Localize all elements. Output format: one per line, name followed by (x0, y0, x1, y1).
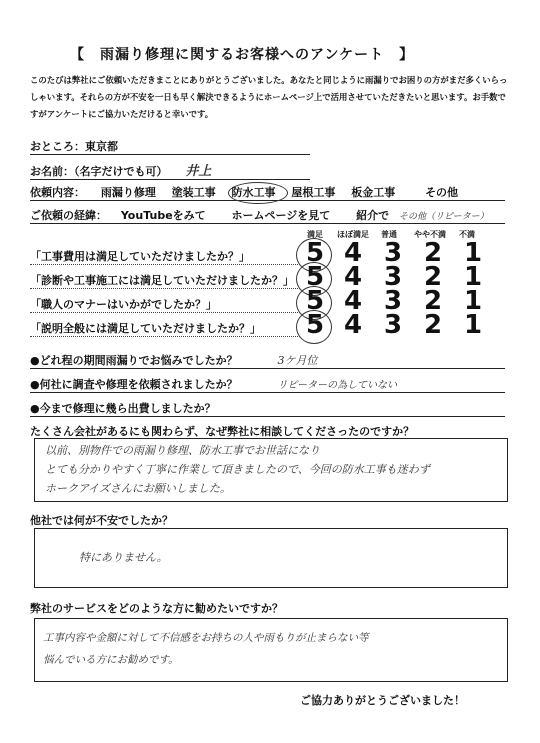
rating-value: 1 (463, 238, 483, 268)
answer-line: ホークアイズさんにお願いしました。 (45, 482, 231, 495)
rating-value: 2 (423, 238, 443, 268)
request-option: その他 (425, 186, 459, 199)
scale-header: ほぼ満足 (337, 230, 369, 239)
request-option: 屋根工事 (291, 186, 336, 199)
survey-title: 【 雨漏り修理に関するお客様へのアンケート 】 (70, 47, 415, 63)
anxiety-answer-box (34, 528, 508, 588)
anxiety-question: 他社では何が不安でしたか？ (30, 514, 173, 527)
rating-question: 「工事費用は満足していただけましたか？」 (30, 248, 300, 265)
rating-value: 4 (343, 286, 363, 316)
rating-question: 「職人のマナーはいかがでしたか？」 (30, 296, 300, 313)
answer-line: 以前、別物件での雨漏り修理、防水工事でお世話になり (45, 444, 320, 457)
rating-value: 4 (343, 238, 363, 268)
answer-line: 悩んでいる方にお勧めです。 (43, 654, 179, 666)
cost-row (30, 400, 505, 417)
rating-question: 「説明全般には満足していただけましたか？」 (30, 320, 300, 337)
name-label: お名前：（名字だけでも可） (30, 165, 168, 178)
footer-thanks: ご協力ありがとうございました！ (300, 694, 465, 707)
recommend-answer (35, 619, 507, 679)
reason-answer (35, 439, 507, 500)
rating-value: 4 (343, 310, 363, 340)
recommend-question: 弊社のサービスをどのような方に勧めたいですか？ (30, 602, 283, 615)
intro-line: しゃいます。それらの方が不安を一日も早く解決できるようにホームページ上で活用させていただきたいと思います。お手数で (30, 92, 506, 102)
rating-value: 3 (383, 262, 403, 292)
period-row (30, 352, 505, 369)
trigger-label: ご依頼の経緯： (30, 209, 107, 222)
scale-header: 満足 (307, 230, 323, 239)
trigger-option: 紹介で (356, 209, 390, 222)
address-value: 東京都 (85, 140, 118, 153)
recommend-answer-box (34, 618, 508, 682)
scale-header: やや不満 (414, 230, 446, 239)
request-option: 塗装工事 (171, 186, 216, 199)
address-row (30, 138, 310, 155)
reason-answer-box (34, 438, 508, 502)
reason-question: たくさん会社があるにも関わらず、なぜ弊社に相談してくださったのですか？ (30, 425, 415, 438)
address-label: おところ： (30, 140, 85, 153)
rating-value: 1 (463, 310, 483, 340)
request-option: 雨漏り修理 (100, 186, 156, 199)
name-value: 井上 (185, 164, 212, 179)
other-answer: リピーターの為していない (277, 380, 398, 391)
rating-circle (296, 310, 332, 344)
rating-value: 1 (463, 286, 483, 316)
rating-value: 1 (463, 262, 483, 292)
trigger-handwritten: その他（リピーター） (398, 212, 489, 222)
other-row (30, 376, 505, 393)
answer-line: 工事内容や金額に対して不信感をお持ちの人や雨もりが止まらない等 (43, 632, 369, 644)
trigger-option: YouTubeをみて (120, 209, 206, 222)
rating-value: 2 (423, 262, 443, 292)
rating-value: 3 (383, 310, 403, 340)
intro-line: すがアンケートにご協力いただけると幸いです。 (30, 109, 214, 119)
cost-question: ●今まで修理に幾ら出費しましたか？ (30, 402, 216, 415)
scale-header: 不満 (459, 230, 475, 239)
rating-value: 3 (383, 286, 403, 316)
period-answer: 3ケ月位 (277, 354, 318, 367)
selection-circle (228, 182, 288, 204)
anxiety-answer: 特にありません。 (79, 551, 168, 564)
rating-value: 4 (343, 262, 363, 292)
rating-value: 5 (305, 286, 325, 316)
request-option: 板金工事 (351, 186, 396, 199)
rating-value: 5 (305, 310, 325, 340)
intro-text (30, 72, 525, 123)
rating-value: 5 (305, 262, 325, 292)
trigger-option: ホームページを見て (231, 209, 331, 222)
answer-line: とても分かりやすく丁寧に作業して頂きましたので、今回の防水工事も迷わず (45, 463, 430, 476)
rating-value: 2 (423, 286, 443, 316)
intro-line: このたびは弊社にご依頼いただきまことにありがとうございました。あなたと同じように雨漏りでお困りの方がまだ多くいらっ (30, 75, 508, 85)
trigger-row (30, 207, 505, 224)
request-option-selected: 防水工事 (232, 186, 276, 199)
other-question: ●何社に調査や修理を依頼されましたか？ (30, 378, 238, 391)
request-label: 依頼内容： (30, 186, 85, 199)
request-row (30, 184, 505, 201)
rating-question: 「診断や工事施工には満足していただけましたか？」 (30, 272, 300, 289)
rating-value: 2 (423, 310, 443, 340)
name-row (30, 160, 310, 180)
rating-value: 3 (383, 238, 403, 268)
period-question: ●どれ程の期間雨漏りでお悩みでしたか？ (30, 354, 238, 367)
rating-value: 5 (305, 238, 325, 268)
scale-header: 普通 (381, 230, 397, 239)
